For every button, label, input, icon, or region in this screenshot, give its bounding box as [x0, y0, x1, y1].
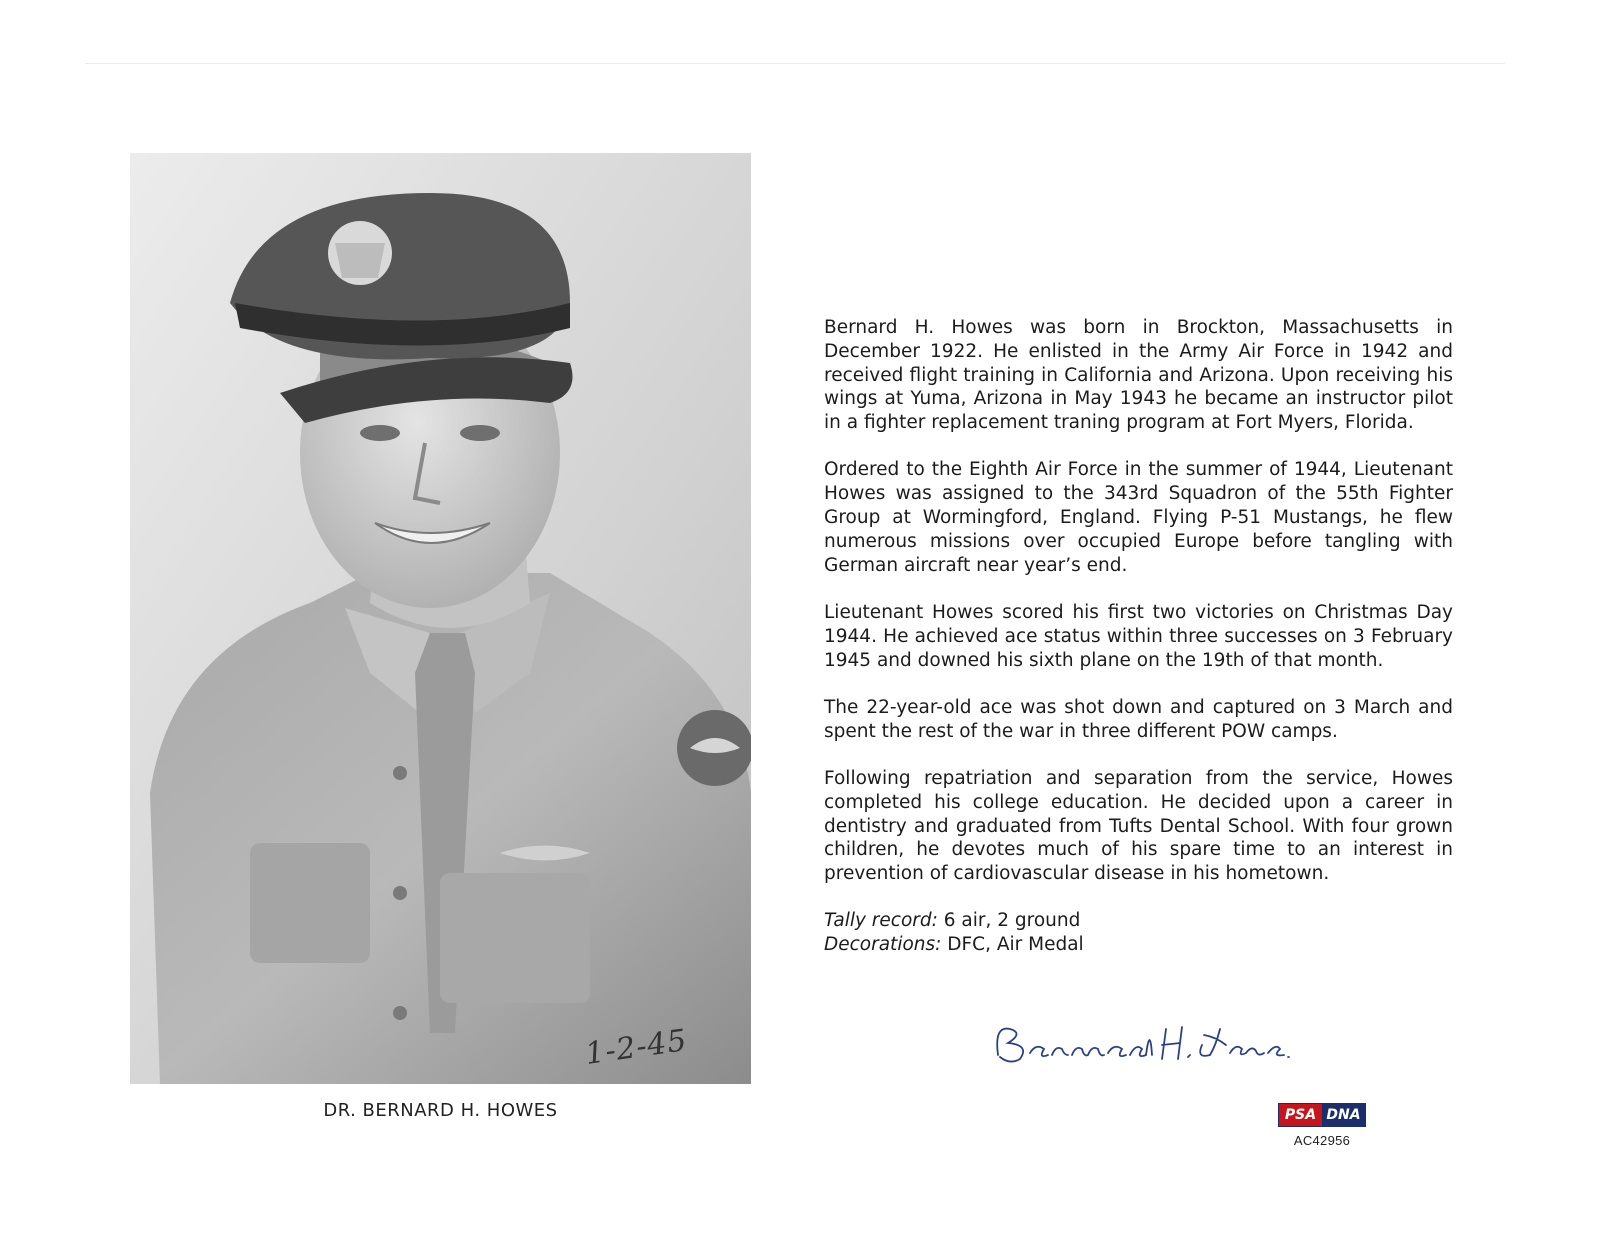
top-rule — [85, 63, 1505, 64]
psa-dna-logo — [1278, 1103, 1366, 1127]
portrait-illustration — [130, 153, 751, 1084]
bio-paragraph: The 22-year-old ace was shot down and captured on 3 March and spent the rest of the war in three different POW camps. — [824, 696, 1453, 742]
bio-paragraph: Lieutenant Howes scored his first two victories on Christmas Day 1944. He achieved ace status within three successes on 3 February 1945 and downed his sixth plane on the 19th of that month. — [824, 601, 1453, 671]
decorations-value: DFC, Air Medal — [947, 934, 1084, 956]
bio-paragraph: Bernard H. Howes was born in Brockton, Massachusetts in December 1922. He enlisted in the Army Air Force in 1942 and received flight training in California and Arizona. Upon receiving his wings at Yuma, Arizona in May 1943 he became an instructor pilot in a fighter replacement traning program at Fort Myers, Florida. — [824, 317, 1453, 434]
decorations — [824, 933, 1453, 957]
photo-caption: DR. BERNARD H. HOWES — [323, 1100, 558, 1121]
authentication-code: AC42956 — [1293, 1133, 1351, 1148]
portrait-photo — [130, 153, 751, 1084]
logo-right-text: DNA — [1322, 1104, 1365, 1126]
decorations-label: Decorations: — [824, 934, 942, 956]
bio-paragraph: Ordered to the Eighth Air Force in the summer of 1944, Lieutenant Howes was assigned to the 343rd Squadron of the 55th Fighter Group at Wormingford, England. Flying P-51 Mustangs, he flew numerous missions over occupied Europe before tangling with German aircraft near year’s end. — [824, 459, 1453, 576]
photo-date-marking: 1-2-45 — [583, 1023, 690, 1072]
tally-value: 6 air, 2 ground — [943, 910, 1081, 932]
biography — [824, 316, 1453, 957]
tally-record — [824, 909, 1453, 933]
bio-paragraph: Following repatriation and separation from the service, Howes completed his college education. He decided upon a career in dentistry and graduated from Tufts Dental School. With four grown children, he devotes much of his spare time to an interest in prevention of cardiovascular disease in his hometown. — [824, 767, 1453, 885]
authentication-sticker — [1278, 1103, 1366, 1148]
tally-label: Tally record: — [824, 910, 938, 932]
handwritten-signature — [990, 1015, 1290, 1079]
logo-left-text: PSA — [1279, 1104, 1322, 1126]
